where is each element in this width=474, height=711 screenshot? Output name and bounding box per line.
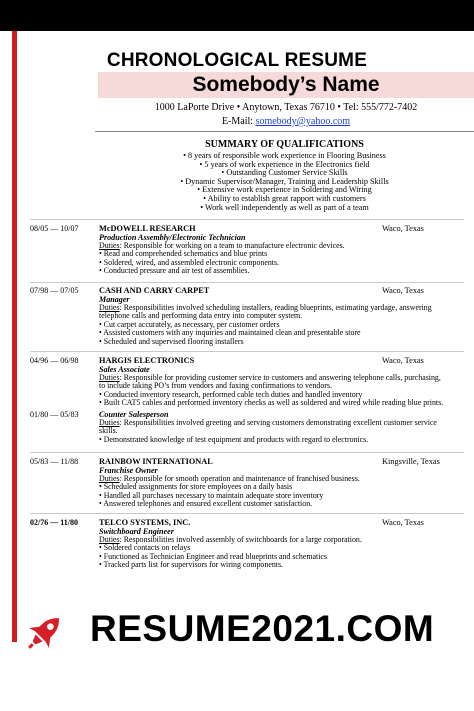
duties-text: : Responsibilities involved assembly of switchboards for a large corporation. bbox=[119, 535, 362, 544]
job-company: TELCO SYSTEMS, INC. bbox=[99, 518, 191, 527]
section-separator bbox=[30, 219, 464, 220]
job-dates: 04/96 — 06/98 bbox=[30, 356, 79, 365]
job-bullet: • Scheduled and supervised flooring installers bbox=[99, 336, 244, 346]
job-role: Sales Associate bbox=[99, 365, 150, 374]
candidate-name: Somebody’s Name bbox=[192, 73, 380, 96]
email-label: E-Mail: bbox=[221, 116, 254, 127]
summary-item: • 8 years of responsible work experience in Flooring Business bbox=[183, 151, 386, 160]
job-role: Production Assembly/Electronic Technician bbox=[99, 233, 246, 242]
job-dates: 01/80 — 05/83 bbox=[30, 410, 79, 419]
summary-title: SUMMARY OF QUALIFICATIONS bbox=[205, 139, 364, 150]
duties-text: : Responsible for working on a team to manufacture electronic devices. bbox=[119, 241, 345, 250]
job-bullet: • Handled all purchases necessary to maintain adequate store inventory bbox=[99, 490, 324, 500]
summary-item: • Extensive work experience in Soldering and Wiring bbox=[197, 185, 372, 195]
summary-list bbox=[95, 152, 474, 212]
job-bullet: • Soldered contacts on relays bbox=[99, 543, 191, 553]
section-separator bbox=[30, 513, 464, 514]
top-bar bbox=[0, 0, 474, 31]
job-bullet: • Functioned as Technician Engineer and read blueprints and schematics bbox=[99, 551, 327, 561]
accent-stripe bbox=[12, 31, 17, 642]
email-link[interactable]: somebody@yahoo.com bbox=[255, 116, 351, 127]
summary-item: • Ability to establish great rapport with customers bbox=[203, 193, 366, 203]
job-dates: 02/76 — 11/80 bbox=[30, 518, 79, 527]
job-bullet: • Tracked parts list for supervisors for wiring components. bbox=[99, 560, 284, 570]
summary-item: • Dynamic Supervisor/Manager, Training and Leadership Skills bbox=[180, 176, 389, 186]
job-role: Franchise Owner bbox=[99, 466, 158, 475]
job-company: HARGIS ELECTRONICS bbox=[99, 356, 195, 365]
job-dates: 07/98 — 07/05 bbox=[30, 286, 79, 295]
duties-text: : Responsible for smooth operation and maintenance of franchised business. bbox=[119, 474, 360, 483]
job-details bbox=[99, 475, 464, 509]
section-separator bbox=[30, 351, 464, 352]
job-bullet: • Assisted customers with any inquiries and maintained clean and presentable store bbox=[99, 328, 361, 338]
job-duties-cont: skills. bbox=[99, 426, 118, 436]
job-dates: 05/83 — 11/88 bbox=[30, 457, 79, 466]
document-title: CHRONOLOGICAL RESUME bbox=[106, 50, 368, 71]
job-details bbox=[99, 242, 464, 276]
job-company: RAINBOW INTERNATIONAL bbox=[99, 457, 213, 466]
job-company: McDOWELL RESEARCH bbox=[99, 224, 196, 233]
job-location: Waco, Texas bbox=[382, 286, 424, 295]
summary-item: • 5 years of work experience in the Electronics field bbox=[199, 159, 370, 169]
job-bullet: • Conducted pressure and air test of assemblies. bbox=[99, 266, 250, 276]
job-location: Waco, Texas bbox=[382, 356, 424, 365]
section-separator bbox=[30, 452, 464, 453]
job-details bbox=[99, 536, 464, 570]
header-divider bbox=[95, 131, 474, 132]
duties-label: Duties bbox=[99, 535, 120, 544]
duties-label: Duties bbox=[99, 474, 120, 483]
summary-item: • Work well independently as well as part of a team bbox=[200, 202, 369, 212]
job-bullet: • Conducted inventory research, performed cable tech duties and handled inventory bbox=[99, 389, 363, 399]
job-role: Counter Salesperson bbox=[99, 410, 169, 419]
duties-label: Duties bbox=[99, 373, 120, 382]
job-company: CASH AND CARRY CARPET bbox=[99, 286, 210, 295]
section-separator bbox=[30, 282, 464, 283]
job-role: Switchboard Engineer bbox=[99, 527, 174, 536]
job-bullet: • Soldered, wired, and assembled electronic components. bbox=[99, 257, 280, 267]
job-details bbox=[99, 304, 464, 346]
job-details bbox=[99, 374, 464, 408]
job-duties bbox=[99, 419, 464, 427]
job-bullet: • Demonstrated knowledge of test equipment and products with regard to electronics. bbox=[99, 434, 369, 444]
job-location: Waco, Texas bbox=[382, 224, 424, 233]
duties-text: : Responsible for providing customer service to customers and answering telephone calls, purchasing, bbox=[119, 373, 441, 382]
duties-label: Duties bbox=[99, 418, 120, 427]
job-role: Manager bbox=[99, 295, 130, 304]
job-bullet: • Read and comprehended schematics and blue prints bbox=[99, 249, 268, 259]
brand-wordmark: RESUME2021.COM bbox=[90, 608, 435, 649]
job-bullet: • Scheduled assignments for store employees on a daily basis bbox=[99, 482, 293, 492]
rocket-icon bbox=[20, 609, 68, 657]
job-duties-cont: to include taking PO’s from vendors and faxing confirmations to vendors. bbox=[99, 381, 332, 391]
duties-label: Duties bbox=[99, 241, 120, 250]
job-dates: 08/05 — 10/07 bbox=[30, 224, 79, 233]
job-duties-cont: telephone calls and performing data entry into computer system. bbox=[99, 311, 303, 321]
job-location: Kingsville, Texas bbox=[382, 457, 440, 466]
contact-email-line bbox=[98, 116, 474, 127]
duties-text: : Responsibilities involved scheduling installers, reading blueprints, estimating yardage, answering bbox=[119, 303, 432, 312]
summary-item: • Outstanding Customer Service Skills bbox=[221, 168, 348, 178]
contact-address: 1000 LaPorte Drive • Anytown, Texas 76710 • Tel: 555/772-7402 bbox=[154, 102, 418, 113]
duties-text: : Responsibilities involved greeting and serving customers demonstrating excellent customer service bbox=[119, 418, 437, 427]
job-bullet: • Cut carpet accurately, as necessary, per customer orders bbox=[99, 319, 280, 329]
duties-label: Duties bbox=[99, 303, 120, 312]
job-details bbox=[99, 419, 464, 444]
job-bullet: • Answered telephones and ensured excellent customer satisfaction. bbox=[99, 499, 313, 509]
job-bullet: • Built CAT5 cables and performed inventory checks as well as soldered and wired while reading blue prints. bbox=[99, 398, 444, 408]
job-location: Waco, Texas bbox=[382, 518, 424, 527]
